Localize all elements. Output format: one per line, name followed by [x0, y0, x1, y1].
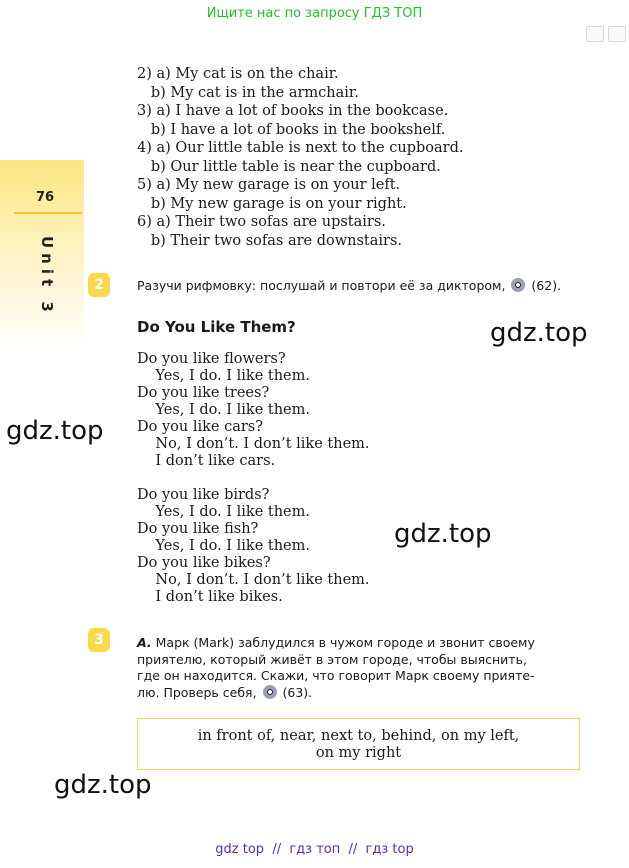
- poem-line: Yes, I do. I like them.: [137, 504, 310, 520]
- unit-label: Unit 3: [38, 236, 56, 317]
- audio-disc-icon[interactable]: [263, 685, 277, 699]
- poem-stanza-2: [137, 487, 370, 606]
- exercise3-track: (63).: [282, 684, 313, 700]
- poem-line: No, I don’t. I don’t like them.: [137, 436, 370, 452]
- exercise3-line: приятелю, который живёт в этом городе, чтобы выяснить,: [137, 651, 527, 667]
- exercise-number-badge: 3: [88, 628, 110, 652]
- watermark: gdz.top: [6, 416, 104, 446]
- exercise1-lines: [137, 65, 463, 250]
- corner-box-left: [586, 26, 604, 42]
- exercise1-line: 4) a) Our little table is next to the cupboard.: [137, 140, 464, 156]
- page-number-underline: [14, 212, 82, 214]
- word-box-line: in front of, near, next to, behind, on my left,: [197, 728, 520, 744]
- exercise1-line: b) I have a lot of books in the bookshelf.: [137, 121, 446, 138]
- exercise-number-badge: 2: [88, 273, 110, 297]
- exercise2-instruction: [137, 278, 561, 293]
- exercise1-line: 3) a) I have a lot of books in the bookcase.: [137, 103, 449, 119]
- audio-disc-icon[interactable]: [511, 278, 525, 292]
- poem-line: Do you like birds?: [137, 487, 270, 503]
- exercise3-line: [137, 635, 582, 652]
- poem-line: Yes, I do. I like them.: [137, 538, 310, 554]
- exercise2-track: (62).: [531, 278, 562, 293]
- poem-line: I don’t like cars.: [137, 453, 276, 469]
- page-number: 76: [36, 190, 55, 205]
- exercise1-line: 6) a) Their two sofas are upstairs.: [137, 214, 386, 230]
- exercise3-part-label: A.: [137, 635, 152, 650]
- watermark: gdz.top: [394, 519, 492, 549]
- watermark: gdz.top: [54, 770, 152, 800]
- poem-title: Do You Like Them?: [137, 318, 296, 336]
- poem-line: Yes, I do. I like them.: [137, 368, 310, 384]
- word-box-line: on my right: [315, 745, 402, 761]
- poem-stanza-1: [137, 351, 370, 470]
- poem-line: Do you like trees?: [137, 385, 270, 401]
- corner-box-right: [608, 26, 626, 42]
- poem-line: Do you like fish?: [137, 521, 259, 537]
- exercise3-line-text: лю. Проверь себя,: [137, 684, 257, 700]
- exercise1-line: 5) a) My new garage is on your left.: [137, 177, 401, 193]
- poem-line: I don’t like bikes.: [137, 589, 283, 605]
- exercise1-line: b) Our little table is near the cupboard.: [137, 158, 441, 175]
- exercise2-instruction-text: Разучи рифмовку: послушай и повтори её за диктором,: [137, 278, 506, 293]
- exercise1-line: b) Their two sofas are downstairs.: [137, 232, 403, 249]
- exercise3-line-text: Марк (Mark) заблудился в чужом городе и звонит своему: [155, 635, 535, 650]
- poem-line: Do you like flowers?: [137, 351, 286, 367]
- poem-line: Do you like cars?: [137, 419, 263, 435]
- watermark: gdz.top: [490, 318, 588, 348]
- word-box: [137, 718, 580, 770]
- exercise1-line: b) My cat is in the armchair.: [137, 84, 359, 101]
- exercise3-line: [137, 685, 582, 702]
- bottom-banner[interactable]: gdz top // гдз топ // гдз top: [215, 842, 414, 857]
- poem-line: Yes, I do. I like them.: [137, 402, 310, 418]
- poem-line: No, I don’t. I don’t like them.: [137, 572, 370, 588]
- poem-line: Do you like bikes?: [137, 555, 271, 571]
- exercise3-text: [137, 635, 582, 701]
- exercise1-line: b) My new garage is on your right.: [137, 195, 407, 212]
- exercise3-line: где он находится. Скажи, что говорит Марк своему прияте-: [137, 668, 535, 683]
- exercise1-line: 2) a) My cat is on the chair.: [137, 66, 339, 82]
- top-banner[interactable]: Ищите нас по запросу ГДЗ ТОП: [206, 6, 423, 21]
